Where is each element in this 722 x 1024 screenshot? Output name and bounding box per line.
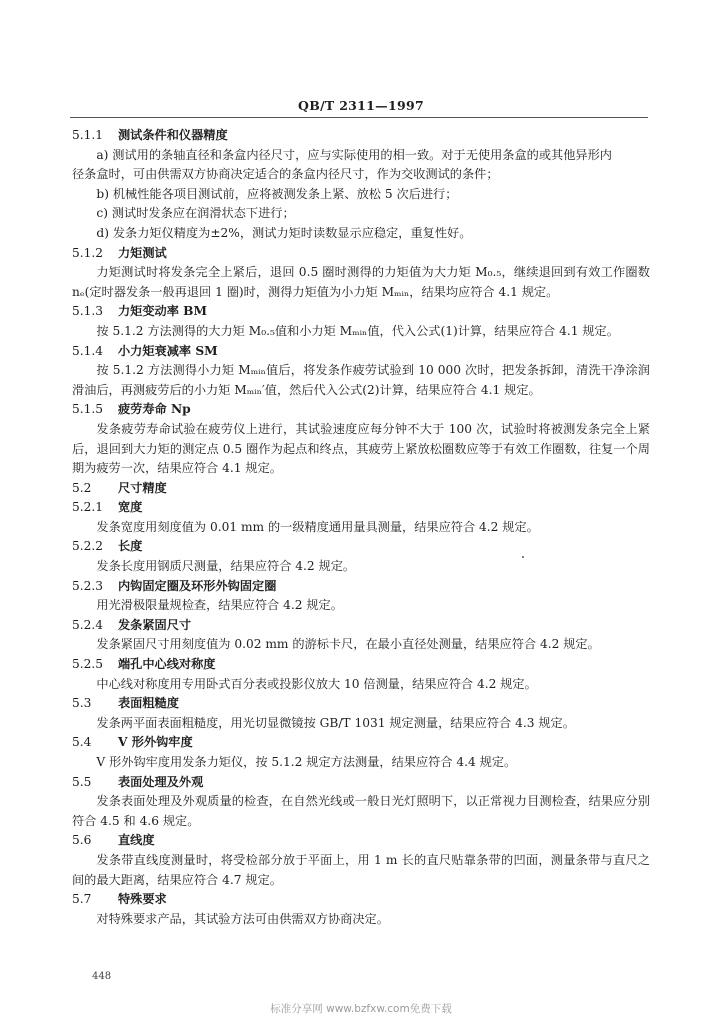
section-number: 5.4 (72, 735, 92, 750)
section-heading (72, 655, 650, 675)
paragraph: 发条长度用钢质尺测量，结果应符合 4.2 规定。 (96, 559, 356, 574)
section-heading (72, 302, 650, 322)
list-item: b) 机械性能各项目测试前，应将被测发条上紧、放松 5 次后进行； (96, 186, 458, 201)
paragraph: 按 5.1.2 方法测得的大力矩 M₀.₅值和小力矩 Mₘᵢₙ值，代入公式(1)计算，结果应符合 4.1 规定。 (96, 323, 619, 338)
section-heading (72, 498, 650, 518)
section-number: 5.1.2 (72, 245, 104, 260)
section-number: 5.1.4 (72, 343, 104, 358)
section-title: 表面处理及外观 (118, 774, 204, 789)
section-number: 5.7 (72, 892, 92, 907)
paragraph: 对特殊要求产品，其试验方法可由供需双方协商决定。 (96, 911, 389, 926)
section-number: 5.2.5 (72, 657, 104, 672)
section-heading (72, 694, 650, 714)
section-number: 5.2.4 (72, 617, 104, 632)
paragraph: 发条疲劳寿命试验在疲劳仪上进行，其试验速度应每分钟不大于 100 次，试验时将被测发条完全上紧后，退回到大力矩的测定点 0.5 圈作为起点和终点，其疲劳上紧放松圈数应等于有效工作圈数，往复一个周期为疲劳一次，结果应符合 4.1 规定。 (72, 421, 650, 476)
section-heading (72, 342, 650, 362)
section-title: 疲劳寿命 Np (118, 402, 191, 417)
section-heading (72, 733, 650, 753)
section-heading (72, 831, 650, 851)
section-title: 端孔中心线对称度 (118, 657, 216, 672)
section-title: 表面粗糙度 (118, 696, 179, 711)
section-number: 5.1.5 (72, 402, 104, 417)
section-number: 5.1.3 (72, 304, 104, 319)
section-number: 5.5 (72, 774, 92, 789)
section-title: 尺寸精度 (118, 480, 167, 495)
section-title: 特殊要求 (118, 892, 167, 907)
page-number: 448 (92, 971, 112, 982)
paragraph: 发条带直线度测量时，将受检部分放于平面上，用 1 m 长的直尺贴靠条带的凹面，测量条带与直尺之间的最大距离，结果应符合 4.7 规定。 (72, 852, 650, 887)
section-heading (72, 537, 650, 557)
body-text (72, 126, 650, 929)
section-heading (72, 244, 650, 264)
section-title: 内钩固定圈及环形外钩固定圈 (118, 578, 277, 593)
section-heading (72, 773, 650, 793)
paragraph: V 形外钩牢度用发条力矩仪，按 5.1.2 规定方法测量，结果应符合 4.4 规定。 (96, 755, 517, 769)
list-item: c) 测试时发条应在润滑状态下进行； (96, 206, 295, 221)
scan-speck (522, 556, 524, 558)
section-number: 5.1.1 (72, 128, 104, 142)
header-rule (70, 117, 648, 118)
paragraph: 发条紧固尺寸用刻度值为 0.02 mm 的游标卡尺，在最小直径处测量，结果应符合 4.2 规定。 (96, 637, 600, 652)
list-item: d) 发条力矩仪精度为±2%，测试力矩时读数显示应稳定，重复性好。 (96, 225, 472, 240)
section-title: 小力矩衰减率 SM (118, 343, 218, 358)
paragraph: 发条宽度用刻度值为 0.01 mm 的一级精度通用量具测量，结果应符合 4.2 规定。 (96, 519, 539, 534)
section-heading (72, 577, 650, 597)
paragraph: 力矩测试时将发条完全上紧后，退回 0.5 圈时测得的力矩值为大力矩 M₀.₅，继续退回到有效工作圈数 nₑ(定时器发条一般再退回 1 圈)时，测得力矩值为小力矩 Mₘᵢₙ，结果均应符合 4.1 规定。 (72, 265, 650, 299)
section-title: 直线度 (118, 833, 155, 848)
paragraph: 按 5.1.2 方法测得小力矩 Mₘᵢₙ值后，将发条作疲劳试验到 10 000 次时，把发条拆卸，清洗干净涂润滑油后，再测疲劳后的小力矩 Mₘᵢₙ′值，然后代入公式(2)计算，结果应符合 4.1 规定。 (72, 363, 650, 397)
paragraph: 发条两平面表面粗糙度，用光切显微镜按 GB/T 1031 规定测量，结果应符合 4.3 规定。 (96, 715, 575, 730)
paragraph: 中心线对称度用专用卧式百分表或投影仪放大 10 倍测量，结果应符合 4.2 规定。 (96, 676, 537, 691)
paragraph: 发条表面处理及外观质量的检查，在自然光线或一般日光灯照明下，以正常视力目测检查，结果应分别符合 4.5 和 4.6 规定。 (72, 794, 650, 828)
section-number: 5.6 (72, 833, 92, 848)
standard-code-header: QB/T 2311—1997 (298, 98, 424, 113)
section-heading (72, 126, 650, 146)
section-number: 5.2.1 (72, 500, 104, 515)
paragraph: 用光滑极限量规检查，结果应符合 4.2 规定。 (96, 598, 343, 613)
section-title: 发条紧固尺寸 (118, 617, 192, 632)
section-title: 宽度 (118, 500, 143, 515)
list-item: a) 测试用的条轴直径和条盒内径尺寸，应与实际使用的相一致。对于无使用条盒的或其他异形内 (96, 147, 612, 162)
section-number: 5.2 (72, 480, 92, 495)
section-number: 5.2.3 (72, 578, 104, 593)
section-title: 测试条件和仪器精度 (118, 128, 228, 142)
section-heading (72, 479, 650, 499)
paragraph: 径条盒时，可由供需双方协商决定适合的条盒内径尺寸，作为交收测试的条件； (72, 167, 499, 182)
section-heading (72, 890, 650, 910)
section-title: V 形外钩牢度 (118, 735, 193, 750)
section-number: 5.3 (72, 696, 92, 711)
section-title: 力矩变动率 BM (118, 304, 207, 319)
site-watermark: 标准分享网 www.bzfxw.com免费下载 (270, 1003, 452, 1015)
section-number: 5.2.2 (72, 539, 104, 554)
section-heading (72, 400, 650, 420)
section-title: 长度 (118, 539, 143, 554)
section-title: 力矩测试 (118, 245, 167, 260)
section-heading (72, 616, 650, 636)
